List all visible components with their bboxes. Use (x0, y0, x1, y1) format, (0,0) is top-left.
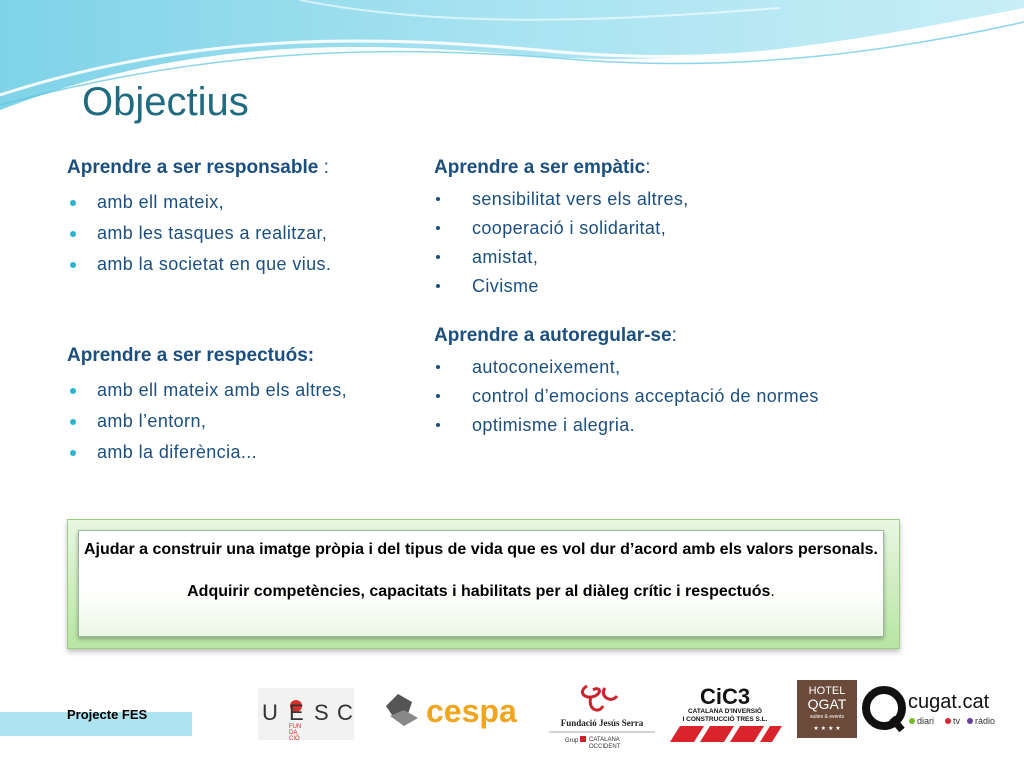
uesc-letter: S (314, 700, 329, 725)
callout-line-2: Adquirir competències, capacitats i habilitats per al diàleg crític i respectuós. (187, 583, 775, 600)
responsable-heading: Aprendre a ser responsable : (67, 157, 329, 178)
callout-line-1: Ajudar a construir una imatge pròpia i del tipus de vida que es vol dur d’acord amb els valors personals. (84, 541, 878, 558)
list-item: amistat, (434, 245, 854, 269)
right-column (434, 155, 854, 442)
left-column (67, 155, 417, 468)
uesc-sub: FUN (289, 724, 302, 730)
list-item: amb ell mateix, (67, 187, 417, 218)
cugat-name: cugat.cat (908, 691, 990, 713)
list-item: amb l’entorn, (67, 406, 417, 437)
responsable-list (67, 187, 417, 280)
uesc-letter: C (337, 700, 353, 725)
list-item: amb ell mateix amb els altres, (67, 375, 417, 406)
cic3-line1: CATALANA D'INVERSIÓ (687, 708, 763, 715)
hotel-line2: QGAT (807, 696, 847, 712)
hotel-qgat-logo (797, 680, 857, 738)
fjs-sub: CATALANA (589, 737, 620, 743)
autoregular-list (434, 355, 854, 437)
cic3-logo (666, 682, 784, 744)
hotel-stars: ★ ★ ★ ★ (813, 725, 841, 732)
footer-project-label: Projecte FES (67, 707, 148, 722)
uesc-letter: U (262, 700, 278, 725)
fjs-sub: OCCIDENT (589, 744, 621, 750)
fjs-sub: Grup (565, 738, 579, 744)
uesc-logo (258, 688, 354, 740)
list-item: autoconeixement, (434, 355, 854, 379)
list-item: Civisme (434, 274, 854, 298)
cespa-logo (382, 688, 522, 732)
respectuos-heading: Aprendre a ser respectuós: (67, 345, 315, 366)
callout-inner (78, 530, 884, 637)
callout-box (67, 519, 900, 649)
fjs-name: Fundació Jesús Serra (560, 718, 644, 728)
uesc-sub: CIÓ (289, 736, 300, 740)
empatic-list (434, 187, 854, 298)
uesc-letter: E (289, 700, 304, 725)
cic3-name: CiC3 (699, 684, 751, 709)
cugat-tag: diari (917, 716, 935, 726)
respectuos-list (67, 375, 417, 468)
hotel-line1: HOTEL (808, 685, 846, 697)
list-item: sensibilitat vers els altres, (434, 187, 854, 211)
empatic-heading: Aprendre a ser empàtic: (434, 157, 651, 178)
hotel-line3: suites & events (810, 714, 844, 720)
slide-title: Objectius (82, 80, 249, 124)
list-item: amb la societat en que vius. (67, 249, 417, 280)
cugat-tag: tv (953, 716, 961, 726)
cugat-cat-logo (862, 684, 1004, 734)
cugat-tag: ràdio (975, 716, 996, 726)
cic3-line2: I CONSTRUCCIÓ TRES S.L. (682, 716, 768, 723)
list-item: cooperació i solidaritat, (434, 216, 854, 240)
list-item: optimisme i alegria. (434, 413, 854, 437)
cespa-name: cespa (426, 693, 517, 729)
fundacio-jesus-serra-logo (547, 682, 657, 752)
list-item: amb les tasques a realitzar, (67, 218, 417, 249)
uesc-sub: DA (289, 730, 298, 736)
list-item: amb la diferència... (67, 437, 417, 468)
list-item: control d’emocions acceptació de normes (434, 384, 854, 408)
autoregular-heading: Aprendre a autoregular-se: (434, 325, 677, 346)
